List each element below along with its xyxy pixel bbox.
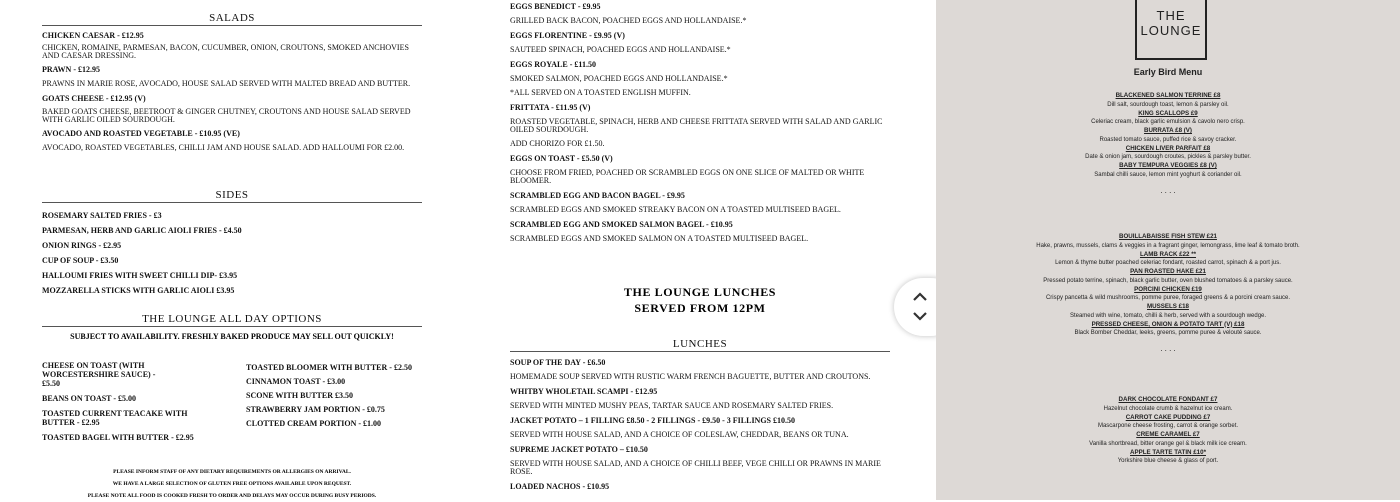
side-item: PARMESAN, HERB AND GARLIC AIOLI FRIES - £4.50 <box>42 226 242 235</box>
menu-item-name: WHITBY WHOLETAIL SCAMPI - £12.95 <box>510 387 658 396</box>
dish-desc: Sambal chilli sauce, lemon mint yoghurt & coriander oil. <box>1094 171 1242 178</box>
menu-item-name: SCRAMBLED EGG AND SMOKED SALMON BAGEL - £10.95 <box>510 220 733 229</box>
menu-item-desc: PRAWNS IN MARIE ROSE, AVOCADO, HOUSE SALAD SERVED WITH MALTED BREAD AND BUTTER. <box>42 79 411 88</box>
lunches-section <box>510 338 890 491</box>
mains-list <box>996 233 1340 354</box>
menu-item-name: JACKET POTATO – 1 FILLING £8.50 - 2 FILLINGS - £9.50 - 3 FILLINGS £10.50 <box>510 416 795 425</box>
dish-desc: Hazelnut chocolate crumb & hazelnut ice cream. <box>1103 405 1233 412</box>
side-item: CUP OF SOUP - £3.50 <box>42 256 119 265</box>
menu-item-desc: CHICKEN, ROMAINE, PARMESAN, BACON, CUCUMBER, ONION, CROUTONS, SMOKED ANCHOVIES AND CAESAR DRESSING. <box>42 43 409 60</box>
dish-name: CHICKEN LIVER PARFAIT £8 <box>1125 144 1211 152</box>
dish-desc: Black Bomber Cheddar, leeks, greens, pomme puree & velouté sauce. <box>1074 330 1262 336</box>
side-item: ROSEMARY SALTED FRIES - £3 <box>42 211 162 220</box>
logo-line: THE <box>1156 8 1186 23</box>
menu-item-desc: ROASTED VEGETABLE, SPINACH, HERB AND CHEESE FRITTATA SERVED WITH SALAD AND GARLIC OILED SOURDOUGH. <box>510 117 883 134</box>
menu-item-name: EGGS ROYALE - £11.50 <box>510 60 596 69</box>
menu-item-note: *ALL SERVED ON A TOASTED ENGLISH MUFFIN. <box>510 88 691 97</box>
side-item: HALLOUMI FRIES WITH SWEET CHILLI DIP- £3.95 <box>42 271 238 280</box>
lunch-header-title: THE LOUNGE LUNCHES <box>623 285 777 299</box>
salads-section <box>42 0 422 152</box>
menu-item-name: AVOCADO AND ROASTED VEGETABLE - £10.95 (VE) <box>42 129 240 138</box>
starters-list <box>996 92 1340 196</box>
dish-name: PRESSED CHEESE, ONION & POTATO TART (V) £18 <box>1091 320 1245 328</box>
dish-desc: Crispy pancetta & wild mushrooms, pomme puree, foraged greens & a porcini cream sauce. <box>1045 295 1291 301</box>
dish-name: PAN ROASTED HAKE £21 <box>1130 268 1206 275</box>
dish-desc: Mascarpone cheese frosting, carrot & orange sorbet. <box>1097 423 1239 429</box>
sides-heading: SIDES <box>42 189 422 203</box>
dish-name: APPLE TARTE TATIN £10* <box>1130 448 1206 456</box>
chevron-down-icon[interactable] <box>913 309 927 323</box>
dish-desc: Date & onion jam, sourdough croutes, pickles & parsley butter. <box>1085 154 1251 160</box>
dish-desc: Lemon & thyme butter poached celeriac fondant, roasted carrot, spinach & a port jus. <box>1055 260 1281 266</box>
dish-name: PORCINI CHICKEN £19 <box>1134 285 1202 293</box>
menu-item-desc: CHOOSE FROM FRIED, POACHED OR SCRAMBLED EGGS ON ONE SLICE OF MALTED OR WHITE BLOOMER. <box>510 168 865 185</box>
menu-item-desc: HOMEMADE SOUP SERVED WITH RUSTIC WARM FRENCH BAGUETTE, BUTTER AND CROUTONS. <box>510 372 871 381</box>
salads-heading: SALADS <box>42 12 422 26</box>
early-bird-panel <box>936 0 1400 500</box>
menu-item-desc: SMOKED SALMON, POACHED EGGS AND HOLLANDAISE.* <box>510 74 728 83</box>
menu-item-desc: GRILLED BACK BACON, POACHED EGGS AND HOLLANDAISE.* <box>510 16 747 25</box>
dish-desc: Pressed potato terrine, spinach, black garlic butter, oven blushed tomatoes & a parsley sauce. <box>1043 277 1293 284</box>
menu-item-name: CHICKEN CAESAR - £12.95 <box>42 31 144 40</box>
dish-name: BURRATA £8 (V) <box>1143 127 1192 134</box>
menu-item-desc: BAKED GOATS CHEESE, BEETROOT & GINGER CHUTNEY, CROUTONS AND HOUSE SALAD SERVED WITH GARLIC OILED SOURDOUGH. <box>42 107 411 124</box>
chevron-up-icon[interactable] <box>913 290 927 304</box>
menu-item-name: SCRAMBLED EGG AND BACON BAGEL - £9.95 <box>510 191 685 200</box>
allday-heading: THE LOUNGE ALL DAY OPTIONS <box>42 313 422 327</box>
allergy-line: WE HAVE A LARGE SELECTION OF GLUTEN FREE OPTIONS AVAILABLE UPON REQUEST. <box>112 481 352 487</box>
lounge-logo <box>1135 0 1207 60</box>
allday-item: TOASTED CURRENT TEACAKE WITH BUTTER - £2.95 <box>42 409 188 427</box>
menu-item-desc: SCRAMBLED EGGS AND SMOKED SALMON ON A TOASTED MULTISEED BAGEL. <box>510 234 809 243</box>
menu-item-name: SOUP OF THE DAY - £6.50 <box>510 358 606 367</box>
allday-item: TOASTED BLOOMER WITH BUTTER - £2.50 <box>246 363 412 372</box>
lunches-heading: LUNCHES <box>510 338 890 352</box>
allday-subtitle: SUBJECT TO AVAILABILITY. FRESHLY BAKED PRODUCE MAY SELL OUT QUICKLY! <box>70 332 394 341</box>
menu-item-desc: AVOCADO, ROASTED VEGETABLES, CHILLI JAM AND HOUSE SALAD. ADD HALLOUMI FOR £2.00. <box>42 143 405 152</box>
dish-desc: Yorkshire blue cheese & glass of port. <box>1117 458 1219 464</box>
logo-line: LOUNGE <box>1140 23 1202 38</box>
dish-name: CARROT CAKE PUDDING £7 <box>1125 413 1211 421</box>
dish-desc: Dill salt, sourdough toast, lemon & parsley oil. <box>1107 101 1229 108</box>
dish-name: BLACKENED SALMON TERRINE £8 <box>1115 92 1221 99</box>
allday-item: TOASTED BAGEL WITH BUTTER - £2.95 <box>42 433 194 442</box>
menu-item-name: EGGS FLORENTINE - £9.95 (V) <box>510 31 625 40</box>
menu-item-note: ADD CHORIZO FOR £1.50. <box>510 139 605 148</box>
menu-item-desc: SERVED WITH HOUSE SALAD, AND A CHOICE OF COLESLAW, CHEDDAR, BEANS OR TUNA. <box>510 430 849 439</box>
dish-name: LAMB RACK £22 ** <box>1139 250 1197 258</box>
sides-section <box>42 189 422 298</box>
dish-name: KING SCALLOPS £9 <box>1138 109 1198 117</box>
dish-name: BABY TEMPURA VEGGIES £8 (V) <box>1119 162 1217 169</box>
dish-name: MUSSELS £18 <box>1147 303 1189 310</box>
allergy-line: PLEASE NOTE ALL FOOD IS COOKED FRESH TO ORDER AND DELAYS MAY OCCUR DURING BUSY PERIODS. <box>87 493 377 499</box>
separator: . . . . <box>1160 185 1176 195</box>
side-item: ONION RINGS - £2.95 <box>42 241 122 250</box>
eggs-section <box>510 2 890 243</box>
allday-left-list <box>42 361 222 442</box>
menu-item-name: EGGS BENEDICT - £9.95 <box>510 2 601 11</box>
allday-item: BEANS ON TOAST - £5.00 <box>42 394 137 403</box>
lunch-header-subtitle: SERVED FROM 12PM <box>634 301 766 315</box>
dish-desc: Celeriac cream, black garlic emulsion & cavolo nero crisp. <box>1091 119 1245 125</box>
allday-right-list <box>246 361 426 431</box>
allday-section <box>42 313 422 349</box>
menu-item-name: PRAWN - £12.95 <box>42 65 100 74</box>
dish-name: BOUILLABAISSE FISH STEW £21 <box>1119 233 1217 240</box>
menu-item-name: FRITTATA - £11.95 (V) <box>510 103 591 112</box>
dish-name: CREME CARAMEL £7 <box>1136 431 1200 438</box>
desserts-list <box>996 396 1340 466</box>
dish-desc: Roasted tomato sauce, puffed rice & savoy cracker. <box>1099 136 1237 143</box>
lunch-header <box>510 284 890 316</box>
allday-item: STRAWBERRY JAM PORTION - £0.75 <box>246 405 385 414</box>
menu-item-desc: SERVED WITH HOUSE SALAD, AND A CHOICE OF CHILLI BEEF, VEGE CHILLI OR PRAWNS IN MARIE ROSE. <box>510 459 881 476</box>
menu-item-desc: SCRAMBLED EGGS AND SMOKED STREAKY BACON ON A TOASTED MULTISEED BAGEL. <box>510 205 841 214</box>
dish-desc: Hake, prawns, mussels, clams & veggies in a fragrant ginger, lemongrass, lime leaf & tomato broth. <box>1036 242 1300 249</box>
allergy-line: PLEASE INFORM STAFF OF ANY DIETARY REQUIREMENTS OR ALLERGIES ON ARRIVAL. <box>113 469 351 475</box>
allday-item: CLOTTED CREAM PORTION - £1.00 <box>246 419 382 428</box>
menu-item-desc: SERVED WITH MINTED MUSHY PEAS, TARTAR SAUCE AND ROSEMARY SALTED FRIES. <box>510 401 834 410</box>
allday-item: SCONE WITH BUTTER £3.50 <box>246 391 353 400</box>
menu-item-name: LOADED NACHOS - £10.95 <box>510 482 610 491</box>
menu-item-name: GOATS CHEESE - £12.95 (V) <box>42 94 146 103</box>
separator: . . . . <box>1160 344 1176 353</box>
side-item: MOZZARELLA STICKS WITH GARLIC AIOLI £3.95 <box>42 286 235 295</box>
allday-item: CHEESE ON TOAST (WITH WORCESTERSHIRE SAUCE) - £5.50 <box>42 361 156 388</box>
allday-item: CINNAMON TOAST - £3.00 <box>246 377 346 386</box>
menu-item-desc: SAUTEED SPINACH, POACHED EGGS AND HOLLANDAISE.* <box>510 45 731 54</box>
allergy-notice <box>42 466 422 502</box>
menu-item-name: SUPREME JACKET POTATO – £10.50 <box>510 445 648 454</box>
menu-item-name: EGGS ON TOAST - £5.50 (V) <box>510 154 613 163</box>
early-bird-title: Early Bird Menu <box>1133 67 1203 77</box>
dish-name: DARK CHOCOLATE FONDANT £7 <box>1118 396 1218 403</box>
dish-desc: Vanilla shortbread, bitter orange gel & black milk ice cream. <box>1089 440 1247 447</box>
dish-desc: Steamed with wine, tomato, chilli & herb, served with a sourdough wedge. <box>1069 312 1267 319</box>
